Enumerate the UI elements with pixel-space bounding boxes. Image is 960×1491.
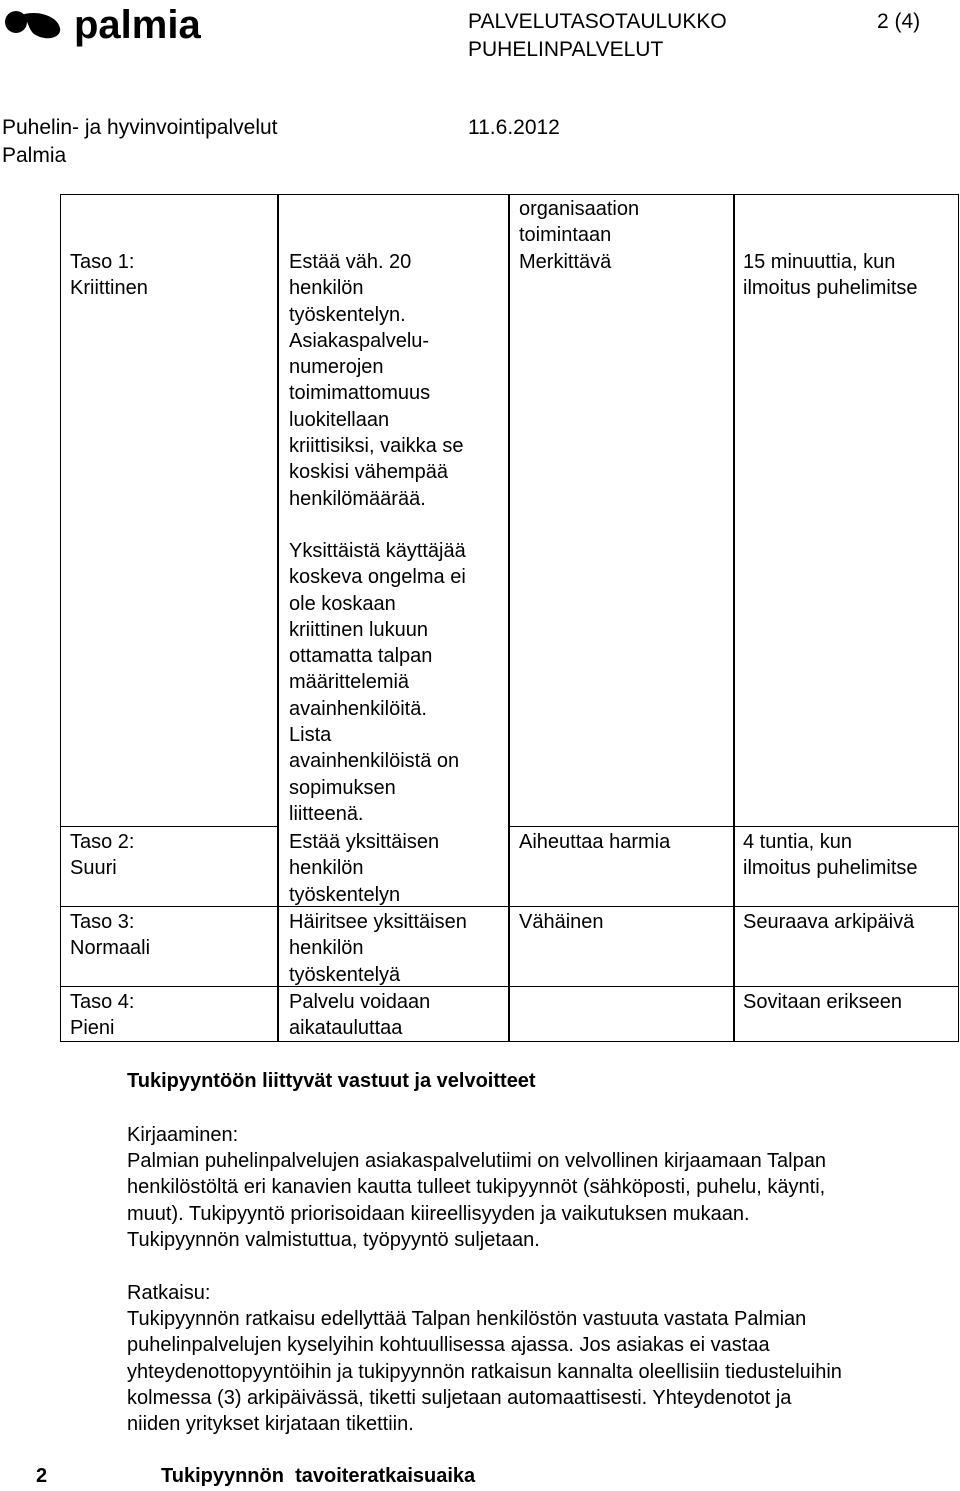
level-1-label: Taso 1: Kriittinen (70, 251, 148, 300)
level-3-label: Taso 3: Normaali (70, 911, 151, 960)
row-divider (60, 986, 959, 987)
level-2-impact: Aiheuttaa harmia (519, 831, 671, 853)
row-divider (60, 906, 959, 907)
level-1-response: 15 minuuttia, kun ilmoitus puhelimitse (743, 251, 918, 300)
document-title-line2: PUHELINPALVELUT (468, 38, 664, 61)
level-3-impact: Vähäinen (519, 911, 604, 933)
row-divider (509, 826, 959, 827)
level-4-description: Palvelu voidaan aikatauluttaa (289, 991, 431, 1040)
unit-name: Puhelin- ja hyvinvointipalvelut (2, 116, 278, 139)
level-2-response: 4 tuntia, kun ilmoitus puhelimitse (743, 831, 918, 880)
brand-wordmark: palmia (74, 4, 201, 47)
level-1-description: Estää väh. 20 henkilön työskentelyn. Asiakaspalvelu- numerojen toimimattomuus luokitellaan kriittisiksi, vaikka se koskisi vähempää henkilömäärää. (289, 251, 464, 510)
kirjaaminen-label: Kirjaaminen: (127, 1124, 239, 1146)
next-section-number: 2 (36, 1465, 48, 1487)
level-4-label: Taso 4: Pieni (70, 991, 135, 1040)
level-3-description: Häiritsee yksittäisen henkilön työskentelyä (289, 911, 467, 986)
level-3-response: Seuraava arkipäivä (743, 911, 915, 933)
level-1-impact: Merkittävä (519, 251, 612, 273)
level-2-description: Estää yksittäisen henkilön työskentelyn (289, 831, 440, 906)
organization-name: Palmia (2, 144, 67, 167)
palmia-logo (2, 4, 212, 48)
document-title-line1: PALVELUTASOTAULUKKO (468, 10, 727, 33)
page-number: 2 (4) (877, 10, 921, 33)
row-divider (60, 826, 278, 827)
palmia-logo-mark (2, 4, 212, 48)
ratkaisu-label: Ratkaisu: (127, 1282, 211, 1304)
document-date: 11.6.2012 (468, 116, 560, 139)
level-4-response: Sovitaan erikseen (743, 991, 902, 1013)
ratkaisu-paragraph: Tukipyynnön ratkaisu edellyttää Talpan henkilöstön vastuuta vastata Palmian puhelinpalvelujen kyselyihin kohtuullisessa ajassa. Jos asiakas ei vastaa yhteydenottopyyntöihin ja tukipyynnön ratkaisun kannalta oleellisiin tiedusteluihin kolmessa (3) arkipäivässä, tiketti suljetaan automaattisesti. Yhteydenotot ja niiden yritykset kirjataan tikettiin. (127, 1308, 842, 1436)
section-heading: Tukipyyntöön liittyvät vastuut ja velvoitteet (127, 1070, 536, 1092)
impact-header-continuation: organisaation toimintaan (519, 198, 640, 247)
next-section-title: Tukipyynnön tavoiteratkaisuaika (161, 1465, 476, 1487)
key-users-note: Yksittäistä käyttäjää koskeva ongelma ei ole koskaan kriittinen lukuun ottamatta talpan määrittelemiä avainhenkilöitä. Lista avainhenkilöistä on sopimuksen liitteenä. (289, 540, 466, 825)
service-level-table (60, 194, 959, 1042)
kirjaaminen-paragraph: Palmian puhelinpalvelujen asiakaspalvelutiimi on velvollinen kirjaamaan Talpan henkilöstöltä eri kanavien kautta tulleet tukipyynnöt (sähköposti, puhelu, käynti, muut). Tukipyyntö priorisoidaan kiireellisyyden ja vaikutuksen mukaan. Tukipyynnön valmistuttua, työpyyntö suljetaan. (127, 1150, 826, 1251)
level-2-label: Taso 2: Suuri (70, 831, 135, 880)
